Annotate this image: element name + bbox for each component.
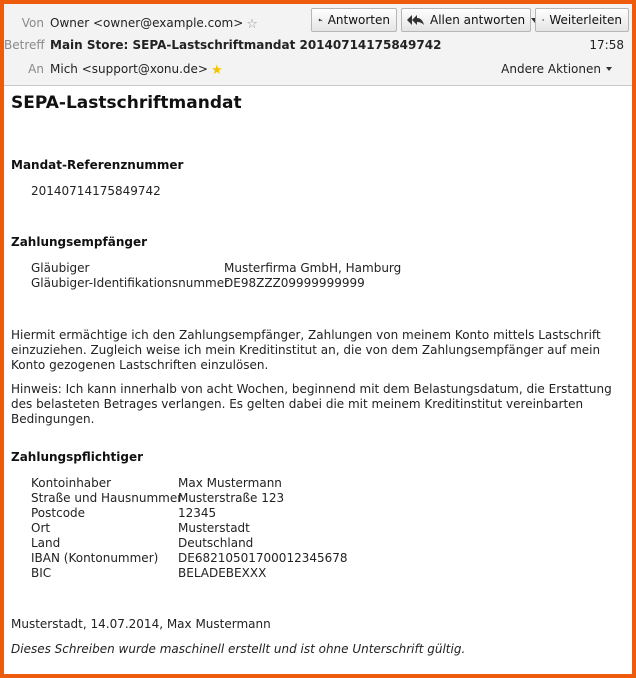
to-value[interactable]	[50, 62, 223, 78]
footer-note: Dieses Schreiben wurde maschinell erstellt und ist ohne Unterschrift gültig.	[11, 642, 466, 656]
forward-button[interactable]	[535, 8, 629, 32]
payer-heading: Zahlungspflichtiger	[11, 450, 144, 464]
payee-value: DE98ZZZ09999999999	[224, 276, 365, 290]
authorization-text: Hiermit ermächtige ich den Zahlungsempfänger, Zahlungen von meinem Konto mittels Lastschrift einzuziehen. Zugleich weise ich mein Kreditinstitut an, die von dem Zahlungsempfänger auf mein Konto gezogenen Lastschriften einzulösen.	[11, 328, 601, 372]
payer-key: Land	[31, 536, 61, 550]
reply-all-button-label: Allen antworten	[430, 13, 526, 27]
to-address[interactable]: Mich <support@xonu.de>	[50, 62, 208, 76]
mandate-heading: Mandat-Referenznummer	[11, 158, 184, 172]
forward-arrow-icon	[542, 14, 544, 26]
payer-value: 12345	[178, 506, 217, 520]
message-title: SEPA-Lastschriftmandat	[11, 93, 242, 113]
payer-value: Max Mustermann	[178, 476, 282, 490]
payer-key: Postcode	[31, 506, 86, 520]
reply-arrow-icon	[318, 14, 323, 26]
subject-value: Main Store: SEPA-Lastschriftmandat 20140714175849742	[50, 38, 442, 52]
payer-key: IBAN (Kontonummer)	[31, 551, 159, 565]
from-label: Von	[21, 16, 44, 30]
chevron-down-icon	[606, 67, 612, 71]
reply-button-label: Antworten	[327, 13, 390, 27]
from-value[interactable]	[50, 16, 258, 32]
payer-key: Kontoinhaber	[31, 476, 112, 490]
message-time: 17:58	[589, 38, 624, 52]
notice-text: Hinweis: Ich kann innerhalb von acht Wochen, beginnend mit dem Belastungsdatum, die Erstattung des belasteten Betrages verlangen. Es gelten dabei die mit meinem Kreditinstitut vereinbarten Bedingungen.	[11, 382, 612, 426]
from-address[interactable]: Owner <owner@example.com>	[50, 16, 244, 30]
mandate-number: 20140714175849742	[31, 184, 161, 198]
payer-key: Straße und Hausnummer	[31, 491, 183, 505]
payer-value: Deutschland	[178, 536, 254, 550]
more-actions-label: Andere Aktionen	[501, 62, 601, 76]
payer-value: BELADEBEXXX	[178, 566, 267, 580]
forward-button-label: Weiterleiten	[549, 13, 622, 27]
payer-key: Ort	[31, 521, 51, 535]
payer-key: BIC	[31, 566, 52, 580]
reply-all-button[interactable]	[401, 8, 531, 32]
signature-line: Musterstadt, 14.07.2014, Max Mustermann	[11, 617, 271, 631]
more-actions-menu[interactable]	[501, 62, 612, 76]
to-label: An	[28, 62, 44, 76]
reply-all-arrow-icon	[407, 14, 425, 26]
reply-button[interactable]	[311, 8, 397, 32]
payer-value: Musterstadt	[178, 521, 250, 535]
message-header	[4, 4, 632, 86]
reply-all-main[interactable]	[402, 9, 531, 31]
payee-key: Gläubiger	[31, 261, 90, 275]
payee-heading: Zahlungsempfänger	[11, 235, 148, 249]
payee-key: Gläubiger-Identifikationsnummer	[31, 276, 230, 290]
payer-value: DE68210501700012345678	[178, 551, 348, 565]
email-window	[4, 4, 632, 674]
star-filled-icon[interactable]: ★	[211, 63, 223, 78]
payee-value: Musterfirma GmbH, Hamburg	[224, 261, 402, 275]
payer-value: Musterstraße 123	[178, 491, 285, 505]
star-outline-icon[interactable]: ☆	[246, 17, 258, 32]
subject-label: Betreff	[4, 38, 45, 52]
